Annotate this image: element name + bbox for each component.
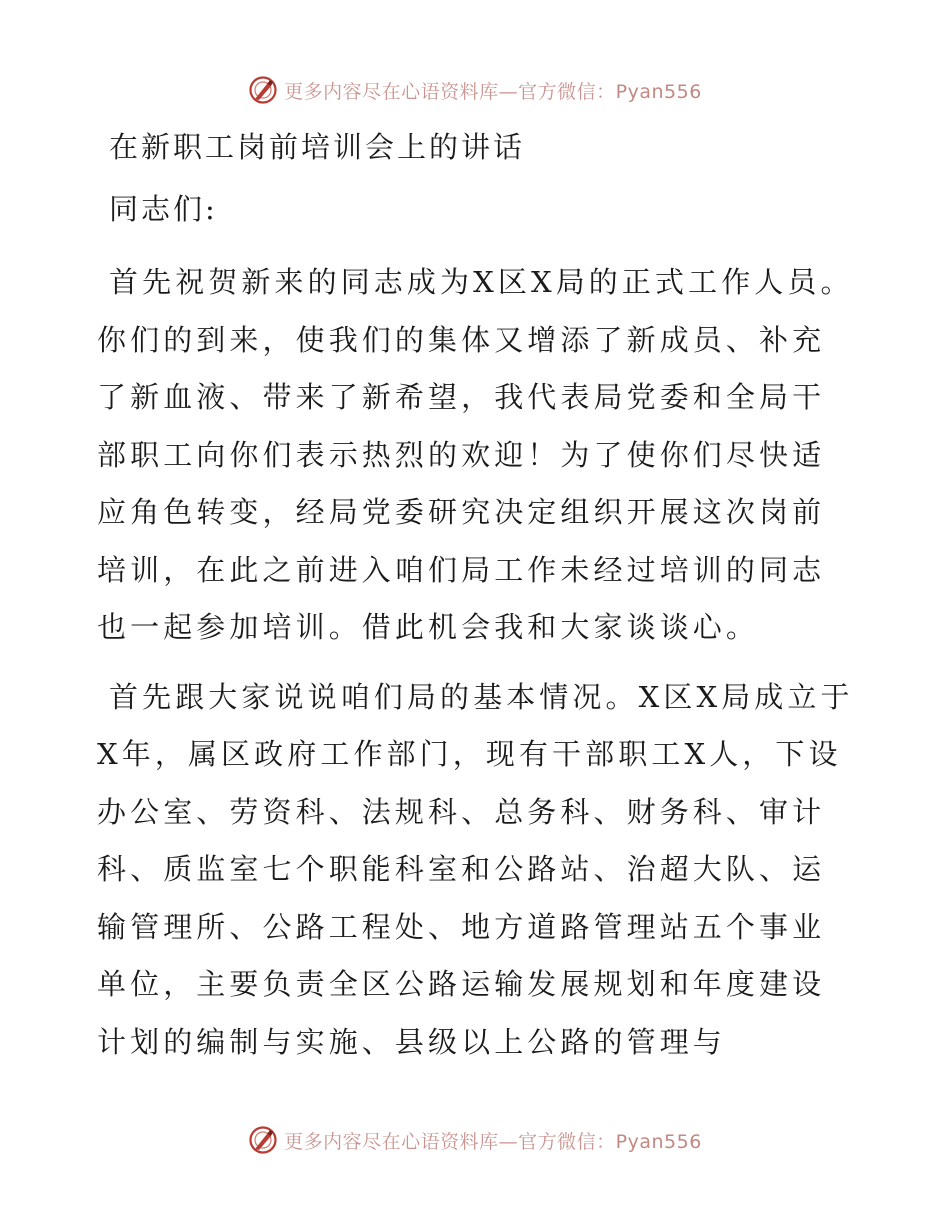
watermark-text: 更多内容尽在心语资料库—官方微信： [284,1130,616,1153]
watermark-wechat-id: Pyan556 [615,80,702,103]
watermark-footer [0,1122,950,1158]
paragraph-1: 首先祝贺新来的同志成为X区X局的正式工作人员。你们的到来，使我们的集体又增添了新成员、补充了新血液、带来了新希望，我代表局党委和全局干部职工向你们表示热烈的欢迎！为了使你们尽快适应角色转变，经局党委研究决定组织开展这次岗前培训，在此之前进入咱们局工作未经过培训的同志也一起参加培训。借此机会我和大家谈谈心。 [97,265,854,644]
document-title: 在新职工岗前培训会上的讲话 [109,130,526,164]
watermark-wechat-id: Pyan556 [615,1130,702,1153]
paragraph-2: 首先跟大家说说咱们局的基本情况。X区X局成立于X年，属区政府工作部门，现有干部职工X人，下设办公室、劳资科、法规科、总务科、财务科、审计科、质监室七个职能科室和公路站、治超大队、运输管理所、公路工程处、地方道路管理站五个事业单位，主要负责全区公路运输发展规划和年度建设计划的编制与实施、县级以上公路的管理与 [97,679,854,1059]
watermark-text: 更多内容尽在心语资料库—官方微信： [284,80,616,103]
greeting: 同志们: [109,192,218,226]
document-body [97,124,857,1071]
watermark-header [0,72,950,108]
pen-logo-icon [248,1125,278,1155]
pen-logo-icon [248,75,278,105]
